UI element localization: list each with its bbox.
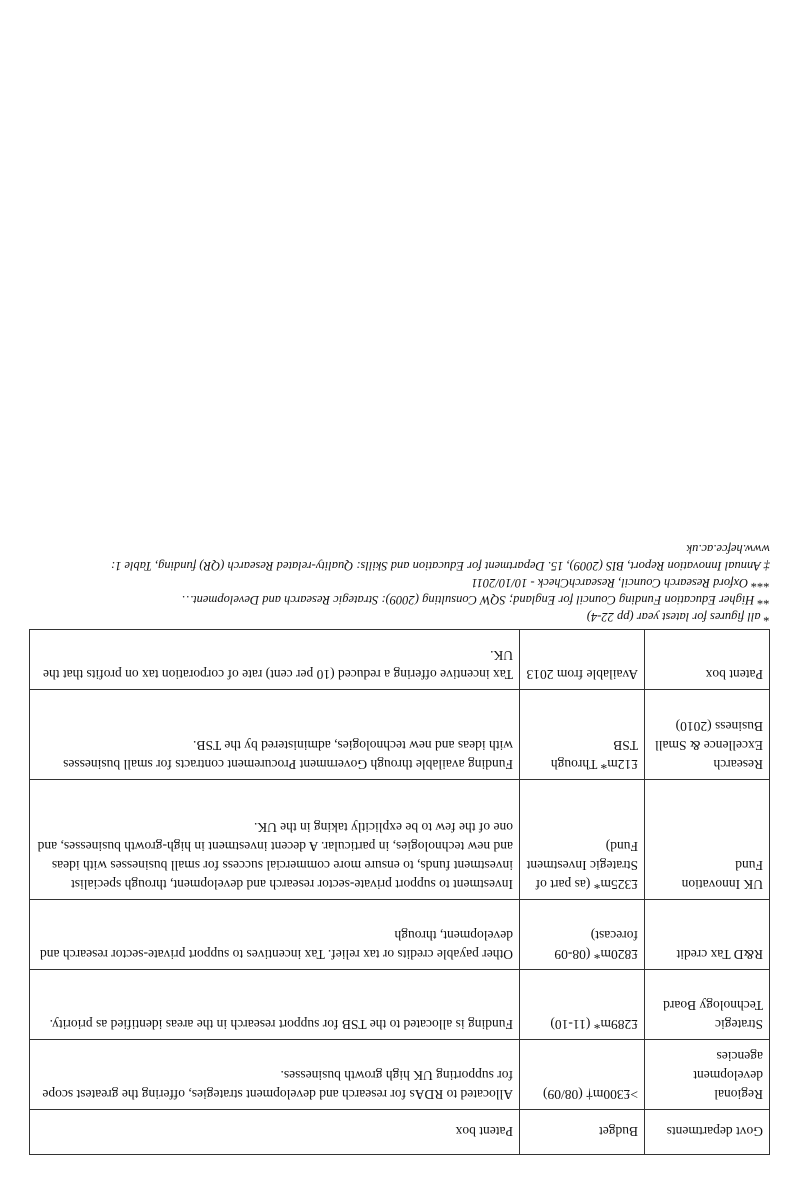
row-budget: £820m* (08-09 forecast) <box>520 900 645 970</box>
table-row <box>30 690 770 780</box>
row-budget: £289m* (11-10) <box>520 970 645 1040</box>
row-description: Funding available through Government Procurement contracts for small businesses with ideas and new technologies, administered by the TSB. <box>30 690 520 780</box>
table-notes <box>30 540 770 625</box>
source-note: ‡ Annual Innovation Report, BIS (2009), 15. Department for Education and Skills: Quality-related Research (QR) funding, Table 1: www.hefce.ac.uk <box>110 542 770 573</box>
row-description: Funding is allocated to the TSB for support research in the areas identified as priority. <box>30 970 520 1040</box>
footnote: *** Oxford Research Council, ResearchCheck - 10/10/2011 <box>471 576 770 590</box>
row-description: Investment to support private-sector research and development, through specialist investment funds, to ensure more commercial success for small businesses with ideas and new technologies, in particular. A decent investment in high-growth businesses, and one of the few to be explicitly taking in the UK. <box>30 780 520 900</box>
header-description: Patent box <box>30 1110 520 1155</box>
header-departments: Govt departments <box>645 1110 770 1155</box>
row-department: Regional development agencies <box>645 1040 770 1110</box>
footnote: ** Higher Education Funding Council for England; SQW Consulting (2009): Strategic Research and Development… <box>182 593 770 607</box>
row-department: Research Excellence & Small Business (2010) <box>645 690 770 780</box>
footnote: * all figures for latest year (pp 22-4) <box>586 610 770 624</box>
row-department: Patent box <box>645 630 770 690</box>
row-budget: Available from 2013 <box>520 630 645 690</box>
row-description: Other payable credits or tax relief. Tax incentives to support private-sector research and development, through <box>30 900 520 970</box>
table-container <box>30 540 770 1155</box>
row-description: Allocated to RDAs for research and development strategies, offering the greatest scope for supporting UK high growth businesses. <box>30 1040 520 1110</box>
table-header-row <box>30 1110 770 1155</box>
row-department: Strategic Technology Board <box>645 970 770 1040</box>
row-budget: £12m* Through TSB <box>520 690 645 780</box>
row-department: R&D Tax credit <box>645 900 770 970</box>
row-description: Tax incentive offering a reduced (10 per cent) rate of corporation tax on profits that the UK. <box>30 630 520 690</box>
funding-table <box>29 629 770 1155</box>
table-row <box>30 1040 770 1110</box>
table-row <box>30 970 770 1040</box>
row-budget: >£300m† (08/09) <box>520 1040 645 1110</box>
table-row <box>30 780 770 900</box>
table-row <box>30 900 770 970</box>
row-department: UK Innovation Fund <box>645 780 770 900</box>
row-budget: £325m* (as part of Strategic Investment Fund) <box>520 780 645 900</box>
table-row <box>30 630 770 690</box>
header-budget: Budget <box>520 1110 645 1155</box>
